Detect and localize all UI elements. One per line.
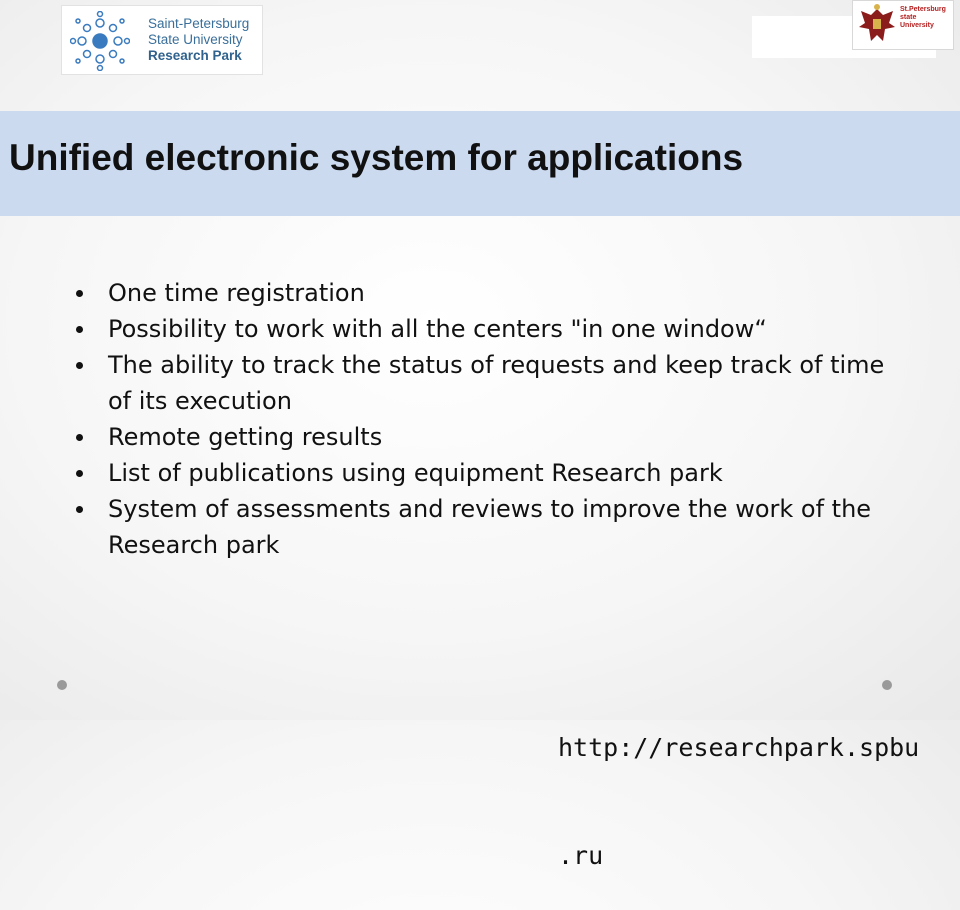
network-logo-icon xyxy=(70,11,130,71)
bullet-item: One time registration xyxy=(70,275,890,311)
bullet-item: The ability to track the status of requests and keep track of time of its execution xyxy=(70,347,890,419)
website-link[interactable] xyxy=(558,658,960,910)
logo-line-2: State University xyxy=(148,32,243,47)
logo-line-1: Saint-Petersburg xyxy=(148,16,250,31)
website-url-line-1[interactable]: http://researchpark.spbu xyxy=(558,733,920,762)
slide-title: Unified electronic system for applications xyxy=(9,137,744,178)
bullet-item: Possibility to work with all the centers "in one window“ xyxy=(70,311,890,347)
bullet-item: System of assessments and reviews to improve the work of the Research park xyxy=(70,491,890,563)
bullet-item: Remote getting results xyxy=(70,419,890,455)
logo-line-3: Research Park xyxy=(148,48,242,63)
website-url-line-2[interactable]: .ru xyxy=(558,841,604,870)
bullet-item: List of publications using equipment Research park xyxy=(70,455,890,491)
research-park-logo xyxy=(61,5,263,75)
decorative-dot-left xyxy=(57,680,67,690)
university-line-1: St.Petersburg xyxy=(900,6,946,13)
university-logo xyxy=(852,0,954,50)
university-line-3: University xyxy=(900,22,934,29)
university-line-2: state xyxy=(900,14,917,21)
decorative-dot-right xyxy=(882,680,892,690)
bullet-list xyxy=(70,275,890,563)
eagle-crest-icon xyxy=(857,3,897,47)
